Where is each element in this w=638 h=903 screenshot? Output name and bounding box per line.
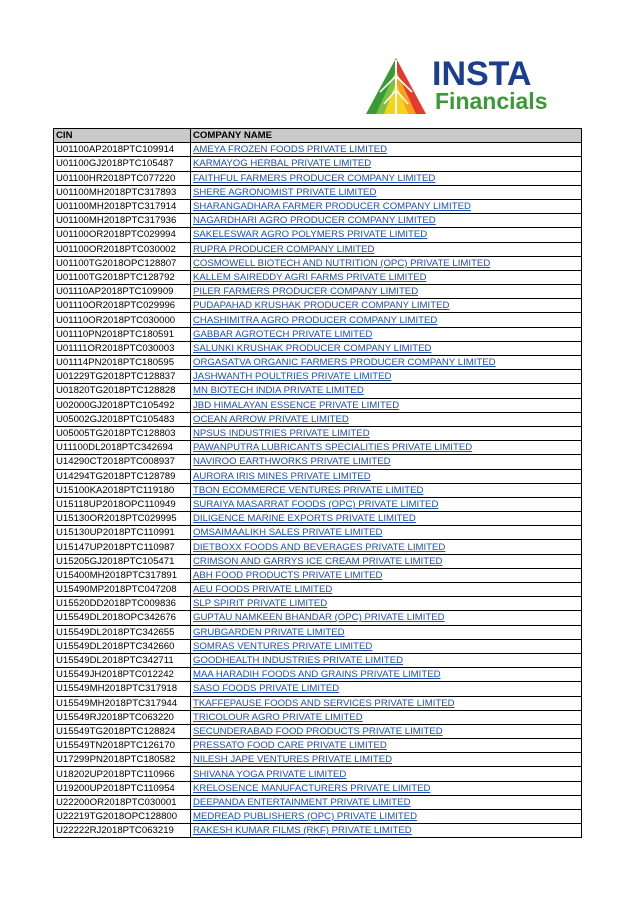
cin-cell: U15549MH2018PTC317918	[54, 682, 191, 696]
table-row	[54, 299, 582, 313]
company-name-cell	[191, 554, 582, 568]
table-row	[54, 583, 582, 597]
company-link[interactable]: SECUNDERABAD FOOD PRODUCTS PRIVATE LIMITED	[193, 725, 443, 737]
company-link[interactable]: GABBAR AGROTECH PRIVATE LIMITED	[193, 328, 373, 340]
company-link[interactable]: MN BIOTECH INDIA PRIVATE LIMITED	[193, 385, 364, 397]
company-link[interactable]: SHIVANA YOGA PRIVATE LIMITED	[193, 768, 347, 780]
company-name-cell	[191, 483, 582, 497]
company-name-cell	[191, 668, 582, 682]
table-row	[54, 739, 582, 753]
company-name-cell	[191, 327, 582, 341]
company-name-cell	[191, 781, 582, 795]
table-row	[54, 824, 582, 838]
cin-cell: U01110PN2018PTC180591	[54, 327, 191, 341]
cin-cell: U15100KA2018PTC119180	[54, 483, 191, 497]
company-link[interactable]: SAKELESWAR AGRO POLYMERS PRIVATE LIMITED	[193, 229, 428, 241]
company-name-cell	[191, 568, 582, 582]
company-name-cell	[191, 526, 582, 540]
cin-cell: U15549TN2018PTC126170	[54, 739, 191, 753]
company-link[interactable]: TRICOLOUR AGRO PRIVATE LIMITED	[193, 711, 363, 723]
table-row	[54, 327, 582, 341]
cin-cell: U15549RJ2018PTC063220	[54, 710, 191, 724]
cin-cell: U15205GJ2018PTC105471	[54, 554, 191, 568]
company-link[interactable]: JASHWANTH POULTRIES PRIVATE LIMITED	[193, 371, 392, 383]
company-name-cell	[191, 625, 582, 639]
cin-cell: U05005TG2018PTC128803	[54, 426, 191, 440]
table-row	[54, 455, 582, 469]
company-link[interactable]: GRUBGARDEN PRIVATE LIMITED	[193, 626, 345, 638]
table-row	[54, 242, 582, 256]
company-link[interactable]: PILER FARMERS PRODUCER COMPANY LIMITED	[193, 286, 419, 298]
table-row	[54, 611, 582, 625]
table-row	[54, 157, 582, 171]
company-link[interactable]: SALUNKI KRUSHAK PRODUCER COMPANY LIMITED	[193, 342, 432, 354]
table-row	[54, 412, 582, 426]
company-link[interactable]: GOODHEALTH INDUSTRIES PRIVATE LIMITED	[193, 655, 404, 667]
cin-cell: U15549DL2018PTC342655	[54, 625, 191, 639]
logo-word-insta: INSTA	[432, 55, 532, 93]
table-row	[54, 185, 582, 199]
company-name-cell	[191, 157, 582, 171]
company-name-cell	[191, 497, 582, 511]
leaf-triangle-icon	[364, 56, 428, 118]
cin-cell: U01100TG2018PTC128792	[54, 270, 191, 284]
cin-cell: U15130OR2018PTC029995	[54, 512, 191, 526]
company-name-cell	[191, 313, 582, 327]
table-row	[54, 810, 582, 824]
company-link[interactable]: TBON ECOMMERCE VENTURES PRIVATE LIMITED	[193, 484, 424, 496]
cin-cell: U01110AP2018PTC109909	[54, 285, 191, 299]
company-link[interactable]: OMSAIMAALIKH SALES PRIVATE LIMITED	[193, 527, 383, 539]
company-name-cell	[191, 370, 582, 384]
cin-cell: U14294TG2018PTC128789	[54, 469, 191, 483]
company-link[interactable]: ABH FOOD PRODUCTS PRIVATE LIMITED	[193, 569, 383, 581]
company-name-cell	[191, 753, 582, 767]
table-row	[54, 398, 582, 412]
company-link[interactable]: PUDAPAHAD KRUSHAK PRODUCER COMPANY LIMITED	[193, 300, 450, 312]
cin-cell: U01820TG2018PTC128828	[54, 384, 191, 398]
company-name-cell	[191, 682, 582, 696]
company-name-cell	[191, 611, 582, 625]
company-link[interactable]: FAITHFUL FARMERS PRODUCER COMPANY LIMITED	[193, 172, 436, 184]
company-link[interactable]: ORGASATVA ORGANIC FARMERS PRODUCER COMPANY LIMITED	[193, 357, 496, 369]
company-link[interactable]: DILIGENCE MARINE EXPORTS PRIVATE LIMITED	[193, 513, 416, 525]
company-link[interactable]: COSMOWELL BIOTECH AND NUTRITION (OPC) PRIVATE LIMITED	[193, 257, 491, 269]
cin-cell: U15549MH2018PTC317944	[54, 696, 191, 710]
company-link[interactable]: RUPRA PRODUCER COMPANY LIMITED	[193, 243, 375, 255]
table-row	[54, 526, 582, 540]
company-name-cell	[191, 270, 582, 284]
company-name-cell	[191, 696, 582, 710]
cin-cell: U01114PN2018PTC180595	[54, 356, 191, 370]
table-row	[54, 710, 582, 724]
table-row	[54, 270, 582, 284]
company-name-cell	[191, 795, 582, 809]
company-link[interactable]: CHASHIMITRA AGRO PRODUCER COMPANY LIMITED	[193, 314, 438, 326]
cin-cell: U01100AP2018PTC109914	[54, 143, 191, 157]
company-link[interactable]: DEEPANDA ENTERTAINMENT PRIVATE LIMITED	[193, 796, 411, 808]
table-row	[54, 512, 582, 526]
company-link[interactable]: KALLEM SAIREDDY AGRI FARMS PRIVATE LIMITED	[193, 271, 427, 283]
cin-cell: U22222RJ2018PTC063219	[54, 824, 191, 838]
company-name-cell	[191, 199, 582, 213]
cin-cell: U14290CT2018PTC008937	[54, 455, 191, 469]
table-row	[54, 143, 582, 157]
company-link[interactable]: PRESSATO FOOD CARE PRIVATE LIMITED	[193, 740, 387, 752]
company-link[interactable]: SHERE AGRONOMIST PRIVATE LIMITED	[193, 186, 377, 198]
company-link[interactable]: SASO FOODS PRIVATE LIMITED	[193, 683, 340, 695]
company-link[interactable]: PAWANPUTRA LUBRICANTS SPECIALITIES PRIVATE LIMITED	[193, 442, 473, 454]
cin-cell: U18202UP2018PTC110966	[54, 767, 191, 781]
company-name-cell	[191, 597, 582, 611]
cin-cell: U11100DL2018PTC342694	[54, 441, 191, 455]
company-link[interactable]: SHARANGADHARA FARMER PRODUCER COMPANY LIMITED	[193, 201, 471, 213]
table-row	[54, 753, 582, 767]
company-name-cell	[191, 455, 582, 469]
table-row	[54, 554, 582, 568]
cin-cell: U19200UP2018PTC110954	[54, 781, 191, 795]
company-name-cell	[191, 426, 582, 440]
cin-cell: U15490MP2018PTC047208	[54, 583, 191, 597]
table-row	[54, 597, 582, 611]
company-link[interactable]: NILESH JAPE VENTURES PRIVATE LIMITED	[193, 754, 393, 766]
company-link[interactable]: NAGARDHARI AGRO PRODUCER COMPANY LIMITED	[193, 215, 436, 227]
table-row	[54, 724, 582, 738]
cin-cell: U15549JH2018PTC012242	[54, 668, 191, 682]
table-row	[54, 256, 582, 270]
company-name-cell	[191, 185, 582, 199]
company-link[interactable]: SURAIYA MASARRAT FOODS (OPC) PRIVATE LIMITED	[193, 498, 439, 510]
table-row	[54, 228, 582, 242]
company-link[interactable]: MEDREAD PUBLISHERS (OPC) PRIVATE LIMITED	[193, 811, 418, 823]
cin-cell: U05002GJ2018PTC105483	[54, 412, 191, 426]
company-name-cell	[191, 639, 582, 653]
table-row	[54, 370, 582, 384]
table-row	[54, 214, 582, 228]
company-name-cell	[191, 285, 582, 299]
company-name-cell	[191, 256, 582, 270]
company-link[interactable]: AURORA IRIS MINES PRIVATE LIMITED	[193, 470, 371, 482]
company-name-cell	[191, 341, 582, 355]
company-link[interactable]: AEU FOODS PRIVATE LIMITED	[193, 584, 333, 596]
company-link[interactable]: SLP SPIRIT PRIVATE LIMITED	[193, 598, 328, 610]
table-row	[54, 285, 582, 299]
company-link[interactable]: CRIMSON AND GARRYS ICE CREAM PRIVATE LIMITED	[193, 555, 443, 567]
cin-cell: U15520DD2018PTC009836	[54, 597, 191, 611]
company-name-cell	[191, 214, 582, 228]
cin-cell: U22200OR2018PTC030001	[54, 795, 191, 809]
company-link[interactable]: SOMRAS VENTURES PRIVATE LIMITED	[193, 640, 373, 652]
cin-cell: U01229TG2018PTC128837	[54, 370, 191, 384]
company-link[interactable]: TKAFFEPAUSE FOODS AND SERVICES PRIVATE LIMITED	[193, 697, 455, 709]
header-company-name: COMPANY NAME	[191, 129, 582, 143]
cin-cell: U15400MH2018PTC317891	[54, 568, 191, 582]
company-name-cell	[191, 824, 582, 838]
company-link[interactable]: JBD HIMALAYAN ESSENCE PRIVATE LIMITED	[193, 399, 400, 411]
insta-financials-logo	[364, 55, 548, 118]
company-name-cell	[191, 171, 582, 185]
company-name-cell	[191, 242, 582, 256]
cin-cell: U01111OR2018PTC030003	[54, 341, 191, 355]
table-row	[54, 568, 582, 582]
cin-cell: U01100TG2018OPC128807	[54, 256, 191, 270]
table-row	[54, 795, 582, 809]
company-link[interactable]: AMEYA FROZEN FOODS PRIVATE LIMITED	[193, 144, 388, 156]
table-row	[54, 540, 582, 554]
table-row	[54, 653, 582, 667]
cin-cell: U01100MH2018PTC317893	[54, 185, 191, 199]
cin-cell: U01100MH2018PTC317936	[54, 214, 191, 228]
company-name-cell	[191, 710, 582, 724]
cin-cell: U02000GJ2018PTC105492	[54, 398, 191, 412]
table-row	[54, 682, 582, 696]
cin-cell: U01110OR2018PTC030000	[54, 313, 191, 327]
table-row	[54, 199, 582, 213]
company-name-cell	[191, 767, 582, 781]
table-row	[54, 625, 582, 639]
cin-cell: U15549DL2018PTC342660	[54, 639, 191, 653]
cin-cell: U15118UP2018OPC110949	[54, 497, 191, 511]
company-link[interactable]: DIETBOXX FOODS AND BEVERAGES PRIVATE LIMITED	[193, 541, 446, 553]
company-name-cell	[191, 412, 582, 426]
company-link[interactable]: RAKESH KUMAR FILMS (RKF) PRIVATE LIMITED	[193, 825, 412, 837]
header-cin: CIN	[54, 129, 191, 143]
table-row	[54, 696, 582, 710]
company-link[interactable]: KARMAYOG HERBAL PRIVATE LIMITED	[193, 158, 372, 170]
company-name-cell	[191, 653, 582, 667]
table-row	[54, 441, 582, 455]
table-row	[54, 426, 582, 440]
table-row	[54, 639, 582, 653]
table-header-row	[54, 129, 582, 143]
company-name-cell	[191, 398, 582, 412]
company-link[interactable]: NPSUS INDUSTRIES PRIVATE LIMITED	[193, 428, 370, 440]
company-link[interactable]: NAVIROO EARTHWORKS PRIVATE LIMITED	[193, 456, 391, 468]
company-name-cell	[191, 356, 582, 370]
table-row	[54, 356, 582, 370]
company-link[interactable]: KRELOSENCE MANUFACTURERS PRIVATE LIMITED	[193, 782, 431, 794]
cin-cell: U15147UP2018PTC110987	[54, 540, 191, 554]
company-name-cell	[191, 228, 582, 242]
cin-cell: U17299PN2018PTC180582	[54, 753, 191, 767]
table-row	[54, 781, 582, 795]
cin-cell: U01100MH2018PTC317914	[54, 199, 191, 213]
company-table	[53, 128, 582, 838]
cin-cell: U01100GJ2018PTC105487	[54, 157, 191, 171]
table-row	[54, 767, 582, 781]
cin-cell: U15549TG2018PTC128824	[54, 724, 191, 738]
company-name-cell	[191, 810, 582, 824]
table-row	[54, 384, 582, 398]
cin-cell: U01100OR2018PTC029994	[54, 228, 191, 242]
cin-cell: U22219TG2018OPC128800	[54, 810, 191, 824]
company-name-cell	[191, 540, 582, 554]
company-name-cell	[191, 512, 582, 526]
company-link[interactable]: GUPTAU NAMKEEN BHANDAR (OPC) PRIVATE LIMITED	[193, 612, 445, 624]
cin-cell: U15130UP2018PTC110991	[54, 526, 191, 540]
table-row	[54, 483, 582, 497]
company-name-cell	[191, 384, 582, 398]
company-link[interactable]: OCEAN ARROW PRIVATE LIMITED	[193, 413, 349, 425]
cin-cell: U01100HR2018PTC077220	[54, 171, 191, 185]
cin-cell: U15549DL2018OPC342676	[54, 611, 191, 625]
company-name-cell	[191, 583, 582, 597]
company-name-cell	[191, 724, 582, 738]
company-name-cell	[191, 739, 582, 753]
cin-cell: U15549DL2018PTC342711	[54, 653, 191, 667]
company-link[interactable]: MAA HARADIH FOODS AND GRAINS PRIVATE LIMITED	[193, 669, 441, 681]
company-name-cell	[191, 299, 582, 313]
table-row	[54, 341, 582, 355]
cin-cell: U01110OR2018PTC029996	[54, 299, 191, 313]
company-name-cell	[191, 469, 582, 483]
company-name-cell	[191, 143, 582, 157]
table-row	[54, 313, 582, 327]
table-row	[54, 469, 582, 483]
table-row	[54, 171, 582, 185]
table-row	[54, 497, 582, 511]
logo-word-financials: Financials	[435, 88, 548, 114]
table-row	[54, 668, 582, 682]
cin-cell: U01100OR2018PTC030002	[54, 242, 191, 256]
table-body	[54, 143, 582, 838]
company-name-cell	[191, 441, 582, 455]
